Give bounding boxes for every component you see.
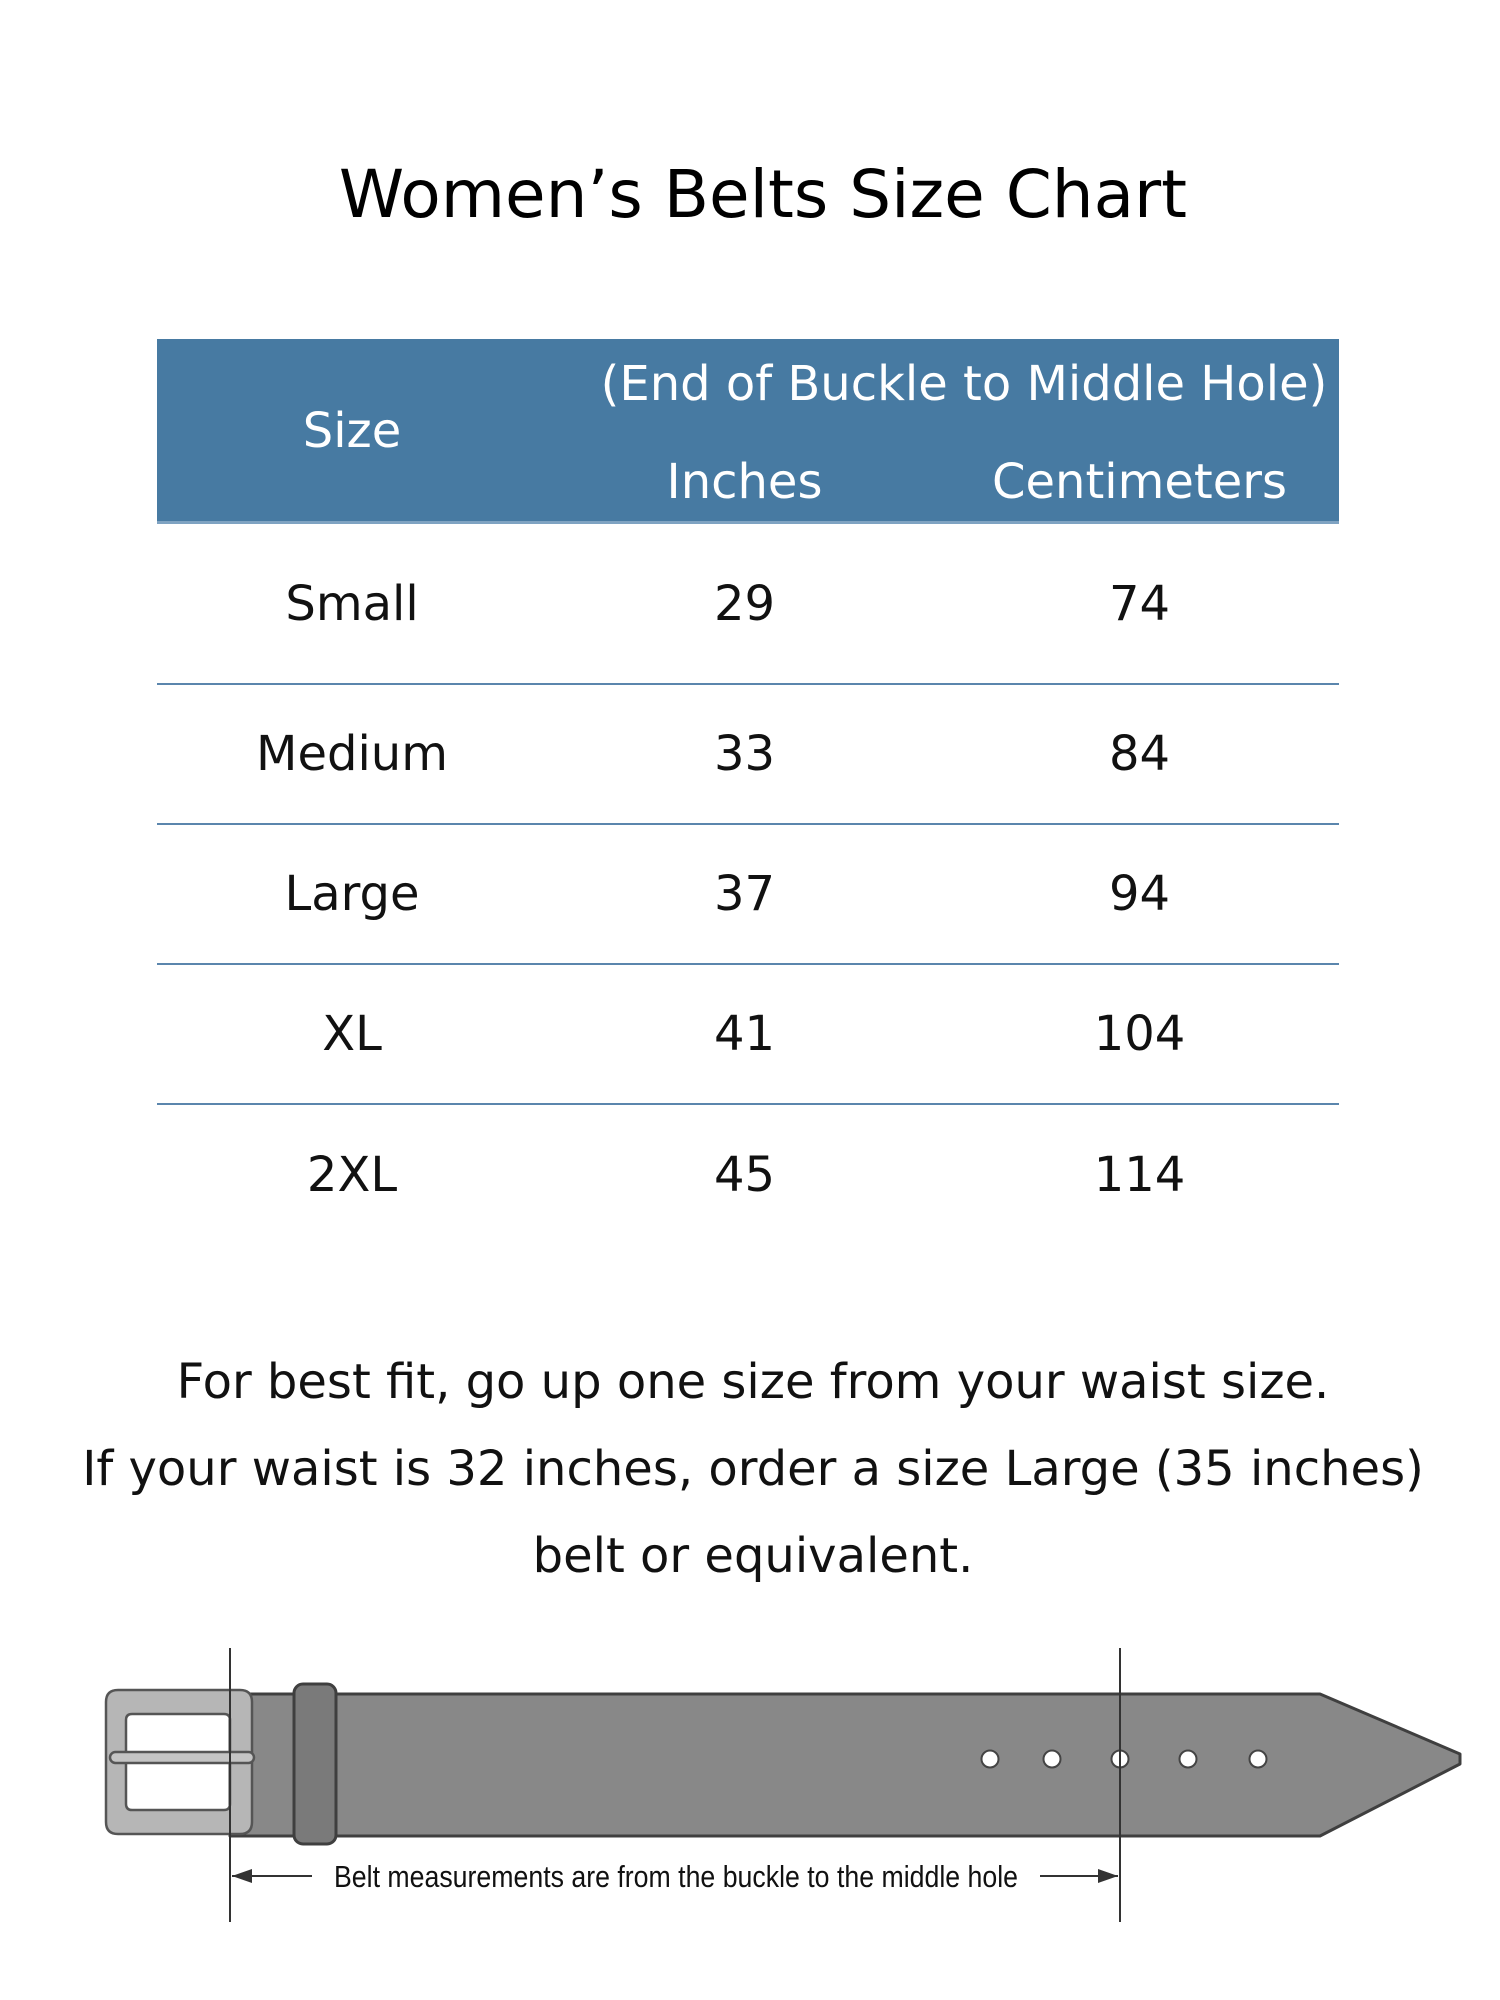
- belt-hole: [1180, 1751, 1197, 1768]
- cell-size: Small: [285, 575, 419, 632]
- belt-hole: [1044, 1751, 1061, 1768]
- cell-inches: 33: [713, 726, 776, 782]
- cell-centimeters: 74: [1108, 575, 1171, 632]
- belt-loop: [294, 1684, 336, 1844]
- fit-note-line-2: If your waist is 32 inches, order a size Large (35 inches): [82, 1441, 1424, 1497]
- cell-centimeters: 84: [1108, 726, 1171, 782]
- cell-size: Medium: [256, 726, 448, 782]
- page-title: Women’s Belts Size Chart: [338, 156, 1188, 233]
- header-measurement-note: (End of Buckle to Middle Hole): [600, 356, 1328, 412]
- cell-centimeters: 104: [1093, 1006, 1186, 1062]
- size-table: [157, 339, 1339, 1245]
- arrowhead-left-icon: [232, 1869, 252, 1883]
- cell-inches: 41: [713, 1006, 776, 1062]
- fit-note-line-3: belt or equivalent.: [532, 1528, 974, 1584]
- table-row: [157, 825, 1339, 965]
- cell-size: 2XL: [306, 1147, 398, 1203]
- table-row: [157, 524, 1339, 685]
- buckle-prong: [110, 1752, 254, 1763]
- belt-strap: [230, 1694, 1460, 1836]
- table-row: [157, 965, 1339, 1105]
- arrowhead-right-icon: [1098, 1869, 1118, 1883]
- belt-diagram: [0, 1640, 1500, 1930]
- cell-size: Large: [284, 866, 420, 922]
- cell-centimeters: 114: [1093, 1147, 1186, 1203]
- table-row: [157, 685, 1339, 825]
- table-header: [157, 339, 1339, 524]
- cell-inches: 37: [713, 866, 776, 922]
- belt-hole: [1250, 1751, 1267, 1768]
- cell-centimeters: 94: [1108, 866, 1171, 922]
- table-row: [157, 1105, 1339, 1245]
- header-size: Size: [302, 403, 402, 459]
- belt-hole: [982, 1751, 999, 1768]
- header-centimeters: Centimeters: [991, 454, 1287, 510]
- header-inches: Inches: [666, 454, 823, 510]
- fit-note-line-1: For best fit, go up one size from your waist size.: [176, 1354, 1330, 1410]
- cell-inches: 45: [713, 1147, 776, 1203]
- cell-inches: 29: [713, 575, 776, 632]
- diagram-caption: Belt measurements are from the buckle to the middle hole: [334, 1859, 1018, 1894]
- cell-size: XL: [322, 1006, 382, 1062]
